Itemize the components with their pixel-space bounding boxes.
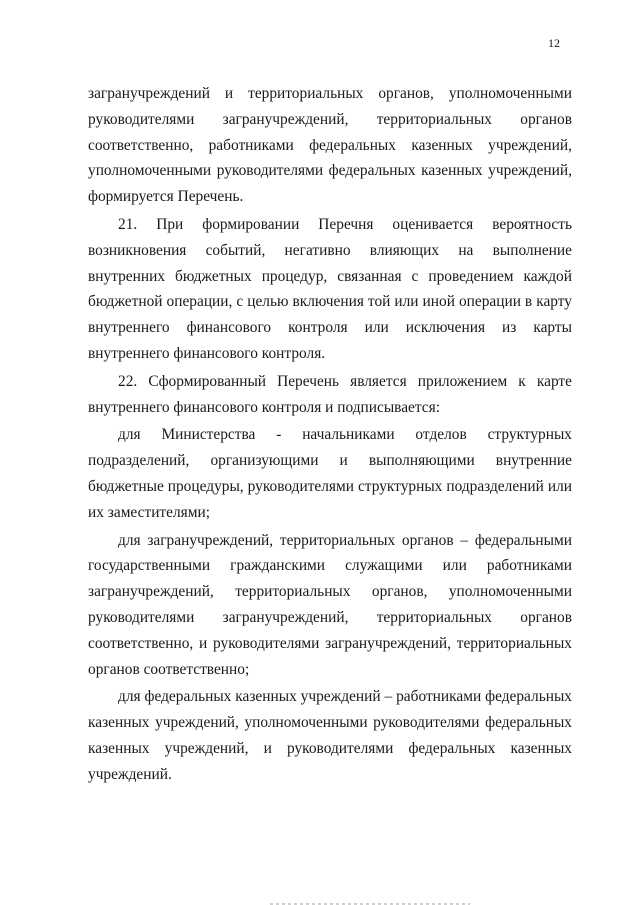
paragraph-21: 21. При формировании Перечня оценивается вероятность возникновения событий, негативно влияющих на выполнение внутренних бюджетных процедур, связанная с проведением каждой бюджетной операции, с целью включения той или иной операции в карту внутреннего финансового контроля или исключения из карты внутреннего финансового контроля. [88,215,572,362]
paragraph-foreign-offices: для загранучреждений, территориальных органов – федеральными государственными гражданскими служащими или работниками загранучреждений, территориальных органов, уполномоченными руководителями загранучреждений, территориальных органов соответственно, и руководителями загранучреждений, территориальных органов соответственно; [88,531,572,678]
paragraph-ministry: для Министерства - начальниками отделов структурных подразделений, организующими и выполняющими внутренние бюджетные процедуры, руководителями структурных подразделений или их заместителями; [88,426,572,521]
page-number: 12 [548,36,560,50]
paragraph-federal-institutions: для федеральных казенных учреждений – работниками федеральных казенных учреждений, уполномоченными руководителями федеральных казенных учреждений, и руководителями федеральных казенных учреждений. [88,688,572,783]
paragraph-22: 22. Сформированный Перечень является приложением к карте внутреннего финансового контроля и подписывается: [88,372,572,416]
paragraph-continuation: загранучреждений и территориальных органов, уполномоченными руководителями загранучреждений, территориальных органов соответственно, работниками федеральных казенных учреждений, уполномоченными руководителями федеральных казенных учреждений, формируется Перечень. [88,85,572,206]
document-body [88,81,572,788]
